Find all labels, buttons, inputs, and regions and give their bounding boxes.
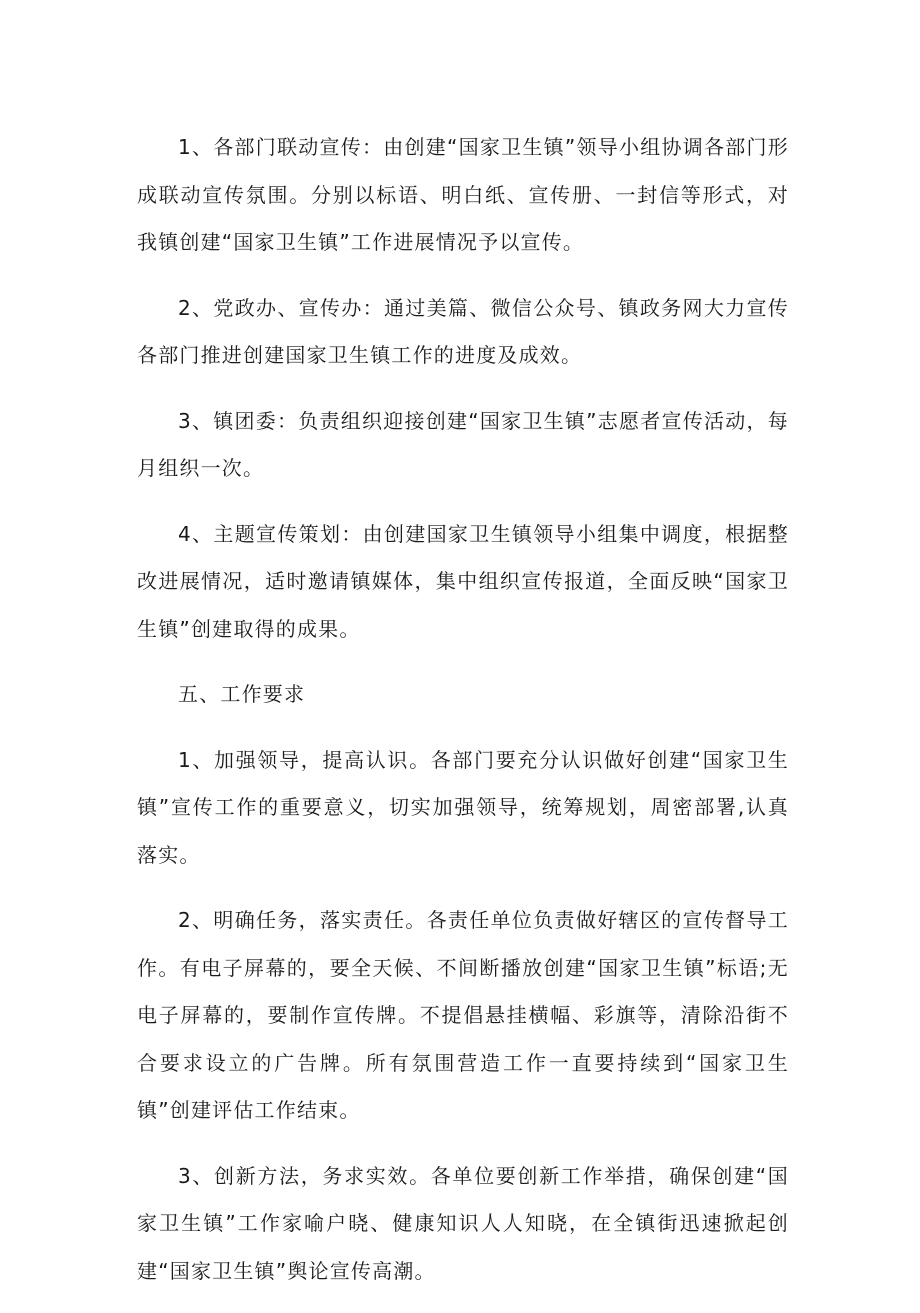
paragraph-publicity-1: 1、各部门联动宣传：由创建“国家卫生镇”领导小组协调各部门形成联动宣传氛围。分别以标语、明白纸、宣传册、一封信等形式，对我镇创建“国家卫生镇”工作进展情况予以宣传。 xyxy=(137,135,789,254)
paragraph-publicity-3: 3、镇团委：负责组织迎接创建“国家卫生镇”志愿者宣传活动，每月组织一次。 xyxy=(137,408,789,480)
paragraph-requirement-1: 1、加强领导，提高认识。各部门要充分认识做好创建“国家卫生镇”宣传工作的重要意义，切实加强领导，统筹规划，周密部署,认真落实。 xyxy=(137,747,789,867)
paragraph-publicity-2: 2、党政办、宣传办：通过美篇、微信公众号、镇政务网大力宣传各部门推进创建国家卫生镇工作的进度及成效。 xyxy=(137,295,789,367)
paragraph-publicity-4: 4、主题宣传策划：由创建国家卫生镇领导小组集中调度，根据整改进展情况，适时邀请镇媒体，集中组织宣传报道，全面反映“国家卫生镇”创建取得的成果。 xyxy=(137,521,789,641)
section-heading: 五、工作要求 xyxy=(178,682,306,706)
paragraph-requirement-2: 2、明确任务，落实责任。各责任单位负责做好辖区的宣传督导工作。有电子屏幕的，要全天候、不间断播放创建“国家卫生镇”标语;无电子屏幕的，要制作宣传牌。不提倡悬挂横幅、彩旗等，清除沿街不合要求设立的广告牌。所有氛围营造工作一直要持续到“国家卫生镇”创建评估工作结束。 xyxy=(137,908,789,1122)
document-body xyxy=(137,124,789,1313)
paragraph-requirement-3: 3、创新方法，务求实效。各单位要创新工作举措，确保创建“国家卫生镇”工作家喻户晓、健康知识人人知晓，在全镇街迅速掀起创建“国家卫生镇”舆论宣传高潮。 xyxy=(137,1163,789,1283)
